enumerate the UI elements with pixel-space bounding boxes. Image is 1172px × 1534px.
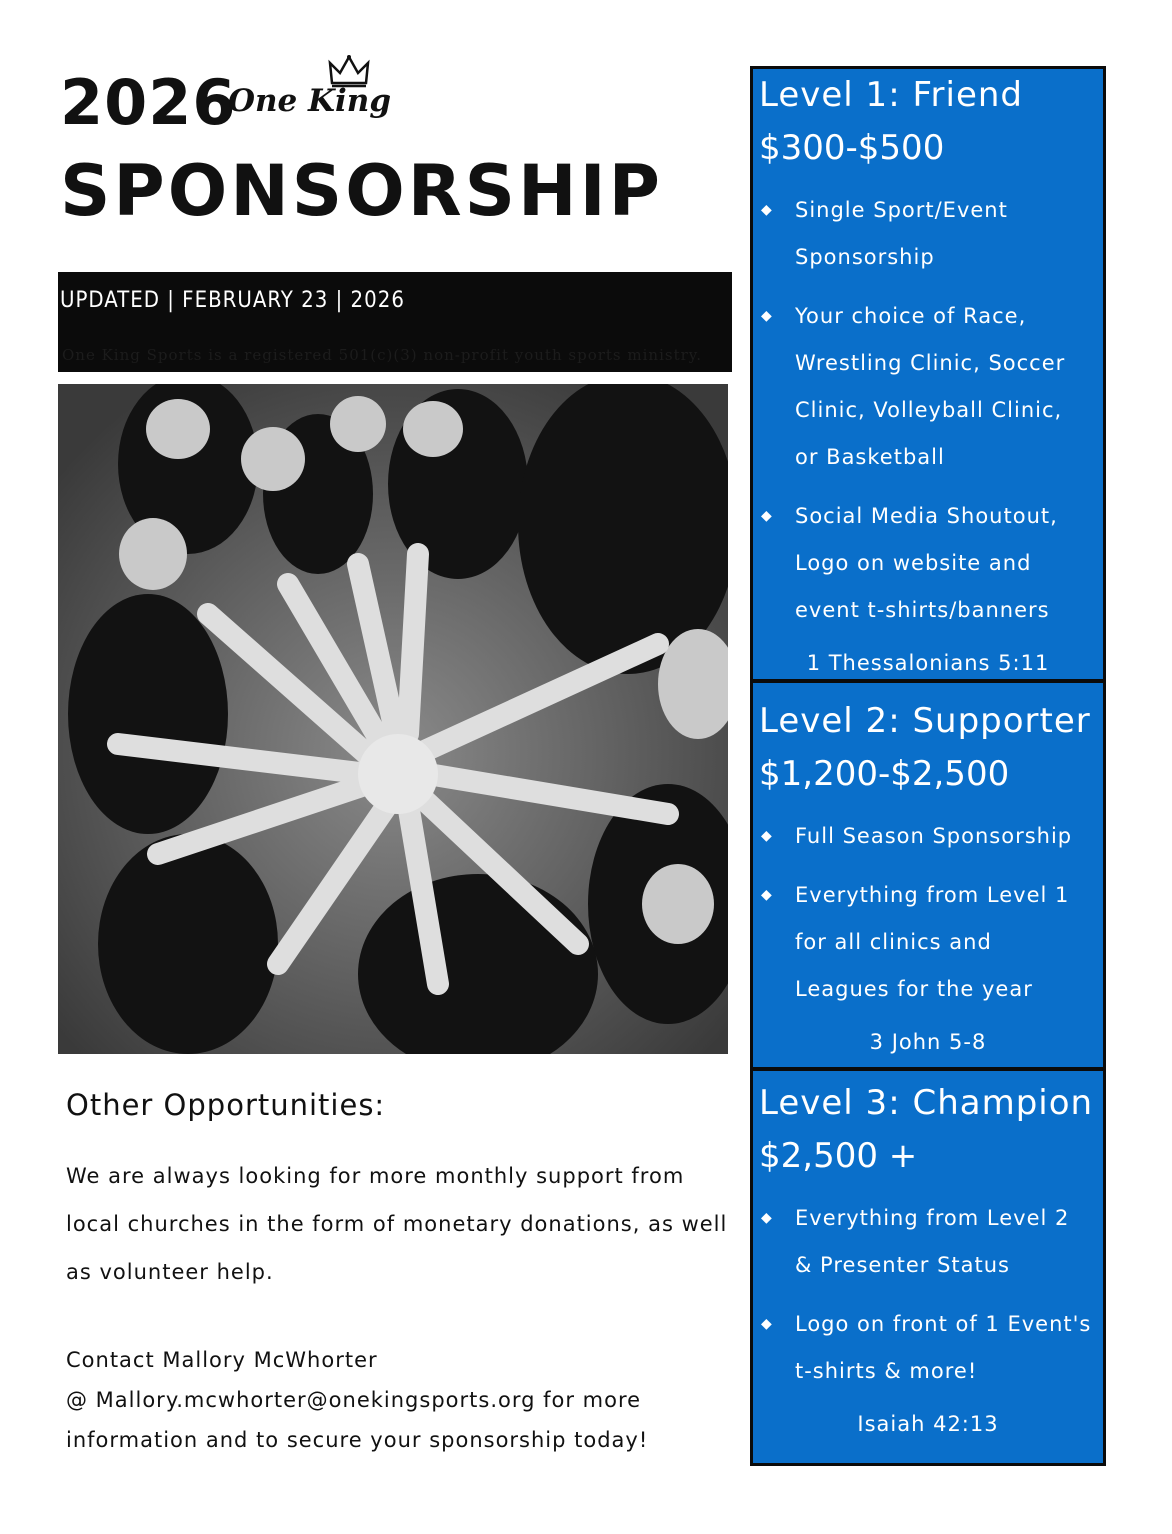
- benefit-item: ◆ Single Sport/Event Sponsorship: [753, 187, 1103, 281]
- photo-illustration: [58, 384, 728, 1054]
- level-price: $2,500 +: [759, 1136, 918, 1176]
- level-price: $1,200-$2,500: [759, 754, 1010, 794]
- level-divider: [753, 679, 1103, 683]
- benefit-item: ◆ Everything from Level 2 & Presenter Status: [753, 1195, 1103, 1289]
- bullet-icon: ◆: [761, 1316, 773, 1332]
- other-opportunities-body: We are always looking for more monthly support from local churches in the form of monetary donations, as well as volunteer help.: [66, 1164, 728, 1284]
- level-benefits: [753, 1195, 1103, 1395]
- level-3: [753, 1081, 1103, 1441]
- other-opportunities-heading: Other Opportunities:: [66, 1088, 386, 1122]
- bullet-icon: ◆: [761, 1210, 773, 1226]
- level-title: Level 3: Champion: [759, 1083, 1094, 1123]
- benefit-item: ◆ Logo on front of 1 Event's t-shirts & more!: [753, 1301, 1103, 1395]
- benefit-item: ◆ Social Media Shoutout, Logo on website and event t-shirts/banners: [753, 493, 1103, 634]
- level-1: [753, 73, 1103, 680]
- level-2: [753, 699, 1103, 1059]
- benefit-item: ◆ Your choice of Race, Wrestling Clinic, Soccer Clinic, Volleyball Clinic, or Basketball: [753, 293, 1103, 481]
- sponsorship-levels-panel: [750, 66, 1106, 1466]
- bullet-icon: ◆: [761, 508, 773, 524]
- contact-block: [66, 1340, 746, 1460]
- level-benefits: [753, 187, 1103, 634]
- benefit-item: ◆ Everything from Level 1 for all clinics and Leagues for the year: [753, 872, 1103, 1013]
- bullet-icon: ◆: [761, 887, 773, 903]
- contact-line-3: information and to secure your sponsorship today!: [66, 1428, 649, 1452]
- level-verse: 1 Thessalonians 5:11: [806, 651, 1050, 675]
- team-hands-photo: [58, 384, 728, 1054]
- one-king-logo: [228, 55, 408, 135]
- level-title: Level 1: Friend: [759, 75, 1024, 115]
- level-title: Level 2: Supporter: [759, 701, 1091, 741]
- year-heading: 2026: [60, 66, 237, 139]
- logo-text: One King: [228, 83, 391, 119]
- level-verse: Isaiah 42:13: [857, 1412, 999, 1436]
- bullet-icon: ◆: [761, 828, 773, 844]
- level-verse: 3 John 5-8: [869, 1030, 987, 1054]
- contact-line-1: Contact Mallory McWhorter: [66, 1348, 378, 1372]
- level-divider: [753, 1067, 1103, 1071]
- page-title: SPONSORSHIP: [60, 150, 663, 232]
- level-price: $300-$500: [759, 128, 945, 168]
- bullet-icon: ◆: [761, 202, 773, 218]
- contact-email-line[interactable]: @ Mallory.mcwhorter@onekingsports.org for more: [66, 1388, 642, 1412]
- level-benefits: [753, 813, 1103, 1013]
- updated-banner: [58, 272, 732, 372]
- benefit-item: ◆ Full Season Sponsorship: [753, 813, 1103, 860]
- updated-date: UPDATED | FEBRUARY 23 | 2026: [60, 288, 405, 313]
- tagline: One King Sports is a registered 501(c)(3) non-profit youth sports ministry.: [62, 346, 703, 364]
- bullet-icon: ◆: [761, 308, 773, 324]
